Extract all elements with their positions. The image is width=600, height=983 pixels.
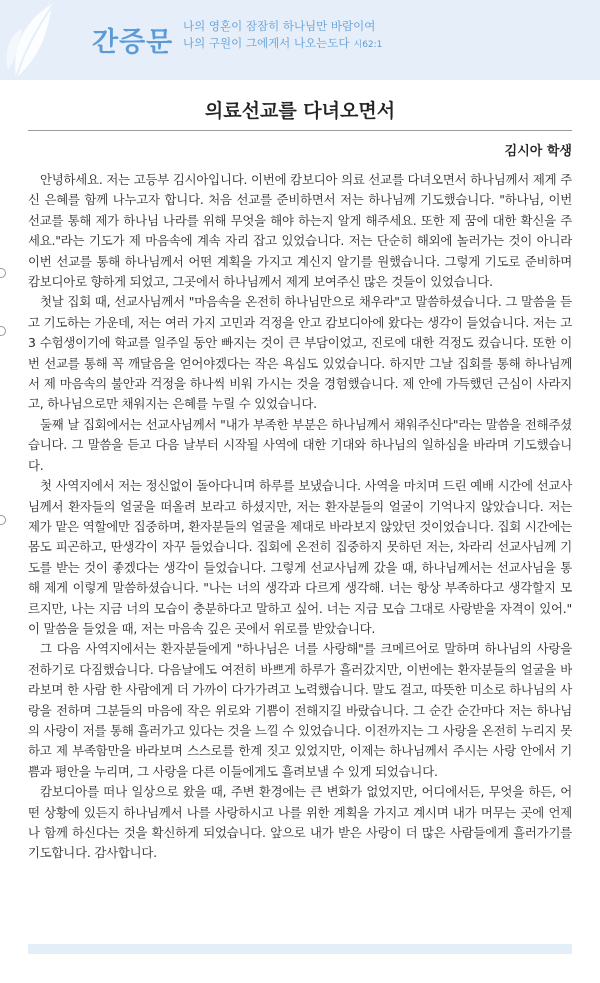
footer-bar [28, 944, 572, 954]
testimony-body [28, 170, 572, 864]
paragraph: 그 다음 사역지에서는 환자분들에게 "하나님은 너를 사랑해"를 크메르어로 말하며 하나님의 사랑을 전하기로 다짐했습니다. 다음날에도 여전히 바쁘게 하루가 흘러갔지만, 이번에는 환자분들의 얼굴을 바라보며 한 사람 한 사람에게 더 가까이 다가가려고 노력했습니다. 말도 걸고, 따뜻한 미소로 하나님의 사랑을 전하며 그분들의 마음에 작은 위로와 기쁨이 전해지길 바랐습니다. 그 순간 순간마다 저는 하나님의 사랑이 저를 통해 흘러가고 있다는 것을 느낄 수 있었습니다. 이전까지는 그 사랑을 온전히 누리지 못하고 제 부족함만을 바라보며 스스로를 한계 짓고 있었지만, 이제는 하나님께서 주시는 사랑 안에서 기쁨과 평안을 누리며, 그 사랑을 다른 이들에게도 흘려보낼 수 있게 되었습니다. [28, 641, 572, 779]
paragraph: 둘째 날 집회에서는 선교사님께서 "내가 부족한 부분은 하나님께서 채워주신다"라는 말씀을 전해주셨습니다. 그 말씀을 듣고 다음 날부터 시작될 사역에 대한 기대와 하나님의 일하심을 바라며 기도했습니다. [28, 416, 572, 473]
verse-line-2 [183, 35, 382, 54]
document-title: 의료선교를 다녀오면서 [204, 100, 396, 122]
binding-hole-mark [0, 326, 6, 336]
paragraph: 캄보디아를 떠나 일상으로 왔을 때, 주변 환경에는 큰 변화가 없었지만, 어디에서든, 무엇을 하든, 어떤 상황에 있든지 하나님께서 나를 사랑하시고 나를 위한 계획을 가지고 계시며 내가 머무는 곳에 언제나 함께 하신다는 것을 확신하게 되었습니다. 앞으로 내가 받은 사랑이 더 많은 사람들에게 흘러가기를 기도합니다. 감사합니다. [28, 784, 572, 861]
scripture-verse [183, 18, 382, 54]
binding-hole-mark [0, 268, 6, 278]
section-title: 간증문 [92, 27, 174, 58]
paragraph: 안녕하세요. 저는 고등부 김시아입니다. 이번에 캄보디아 의료 선교를 다녀오면서 하나님께서 제게 주신 은혜를 함께 나누고자 합니다. 처음 선교를 준비하면서 저는 하나님께 기도했습니다. "하나님, 이번 선교를 통해 제가 하나님 나라를 위해 무엇을 해야 하는지 알게 해주세요. 또한 제 꿈에 대한 확신을 주세요."라는 기도가 제 마음속에 계속 자리 잡고 있었습니다. 저는 단순히 해외에 놀러가는 것이 아니라 이번 선교를 통해 하나님께서 어떤 계획을 가지고 계신지 알기를 원했습니다. 그렇게 기도로 준비하며 캄보디아로 향하게 되었고, 그곳에서 하나님께서 제게 보여주신 많은 것들이 있었습니다. [28, 172, 572, 290]
verse-reference: 시62:1 [353, 40, 383, 50]
verse-line-1: 나의 영혼이 잠잠히 하나님만 바람이여 [183, 19, 376, 33]
binding-hole-mark [0, 515, 6, 525]
leaf-icon [2, 0, 72, 80]
title-divider [28, 130, 572, 131]
author-name: 김시아 학생 [504, 144, 572, 159]
paragraph: 첫날 집회 때, 선교사님께서 "마음속을 온전히 하나님만으로 채우라"고 말씀하셨습니다. 그 말씀을 듣고 기도하는 가운데, 저는 여러 가지 고민과 걱정을 안고 캄보디아에 왔다는 생각이 들었습니다. 저는 고3 수험생이기에 학교를 일주일 동안 빠지는 것이 큰 부담이었고, 진로에 대한 걱정도 컸습니다. 또한 이번 선교를 통해 꼭 깨달음을 얻어야겠다는 작은 욕심도 있었습니다. 하지만 그날 집회를 통해 하나님께서 제 마음속의 불안과 걱정을 하나씩 비워 가시는 것을 경험했습니다. 제 안에 가득했던 근심이 사라지고, 하나님으로만 채워지는 은혜를 누릴 수 있었습니다. [28, 294, 572, 412]
paragraph: 첫 사역지에서 저는 정신없이 돌아다니며 하루를 보냈습니다. 사역을 마치며 드린 예배 시간에 선교사님께서 환자들의 얼굴을 떠올려 보라고 하셨지만, 저는 환자분들의 얼굴이 기억나지 않았습니다. 저는 제가 맡은 역할에만 집중하며, 환자분들의 얼굴을 제대로 바라보지 않았던 것이었습니다. 집회 시간에는 몸도 피곤하고, 딴생각이 자꾸 들었습니다. 집회에 온전히 집중하지 못하던 저는, 차라리 선교사님께 기도를 받는 것이 좋겠다는 생각이 들었습니다. 그렇게 선교사님께 갔을 때, 하나님께서는 선교사님을 통해 제게 이렇게 말씀하셨습니다. "나는 너의 생각과 다르게 생각해. 너는 항상 부족하다고 생각할지 모르지만, 나는 지금 너의 모습이 충분하다고 말하고 싶어. 너는 지금 모습 그대로 사랑받을 자격이 있어." 이 말씀을 들었을 때, 저는 마음속 깊은 곳에서 위로를 받았습니다. [28, 478, 572, 636]
verse-line-2-text: 나의 구원이 그에게서 나오는도다 [183, 36, 350, 50]
page-header [0, 0, 600, 80]
